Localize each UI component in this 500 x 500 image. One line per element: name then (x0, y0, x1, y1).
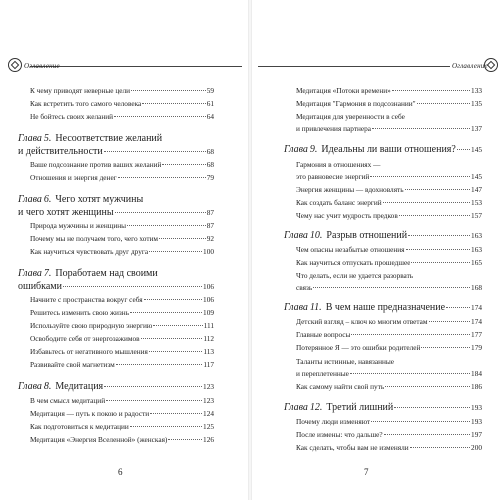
chapter-heading: Глава 6. Чего хотят мужчины (18, 194, 144, 205)
toc-entry: Гармония в отношениях — (296, 160, 381, 169)
toc-entry-cont: и переплетенные 184 (296, 369, 482, 378)
chapter-heading-cont: и действительности 68 (18, 146, 214, 157)
toc-entry-cont: и привлечения партнера 137 (296, 124, 482, 133)
chapter-heading-cont: ошибками 106 (18, 281, 214, 292)
chapter-heading-cont: и чего хотят женщины 87 (18, 207, 214, 218)
chapter-heading: Глава 10. Разрыв отношений 163 (284, 230, 482, 241)
toc-entry: Детский взгляд – ключ ко многим ответам 174 (296, 317, 482, 326)
toc-entry: Решитесь изменить свою жизнь 109 (30, 308, 214, 317)
toc-entry: Как научиться отпускать прошедшее 165 (296, 258, 482, 267)
toc-entry: Чем опасны незабытые отношения 163 (296, 245, 482, 254)
toc-entry: Как подготовиться к медитации 125 (30, 422, 214, 431)
toc-entry: К чему приводят неверные цели 59 (30, 86, 214, 95)
toc-entry: Медитация «Энергия Вселенной» (женская) 126 (30, 435, 214, 444)
toc-entry: Медитация для уверенности в себе (296, 112, 405, 121)
toc-entry: Не бойтесь своих желаний 64 (30, 112, 214, 121)
toc-entry: Медитация «Потоки времени» 133 (296, 86, 482, 95)
toc-entry: Главные вопросы 177 (296, 330, 482, 339)
chapter-heading: Глава 11. В чем наше предназначение 174 (284, 302, 482, 313)
toc-entry: Чему нас учит мудрость предков 157 (296, 211, 482, 220)
toc-entry: Используйте свою природную энергию 111 (30, 321, 214, 330)
toc-entry: Ваше подсознание против ваших желаний 68 (30, 160, 214, 169)
toc-right (250, 0, 500, 500)
header-label: Оглавление (452, 62, 488, 70)
chapter-heading: Глава 12. Третий лишний 193 (284, 402, 482, 413)
toc-entry-cont: это равновесие энергий 145 (296, 172, 482, 181)
toc-entry: Почему люди изменяют 193 (296, 417, 482, 426)
toc-entry: Отношения и энергия денег 79 (30, 173, 214, 182)
toc-entry: Медитация "Гармония в подсознании" 135 (296, 99, 482, 108)
toc-entry: Как сделать, чтобы вам не изменяли 200 (296, 443, 482, 452)
page-number: 6 (118, 467, 123, 477)
chapter-heading: Глава 5. Несоответствие желаний (18, 133, 163, 144)
page-number: 7 (364, 467, 369, 477)
toc-entry: Природа мужчины и женщины 87 (30, 221, 214, 230)
toc-entry: В чем смысл медитаций 123 (30, 396, 214, 405)
toc-entry: Как самому найти свой путь 186 (296, 382, 482, 391)
toc-entry: Энергия женщины — вдохновлять 147 (296, 185, 482, 194)
toc-entry: Медитация — путь к покою и радости 124 (30, 409, 214, 418)
toc-entry: Как научиться чувствовать друг друга 100 (30, 247, 214, 256)
toc-entry: Как встретить того самого человека 61 (30, 99, 214, 108)
toc-entry: Что делать, если не удается разорвать (296, 271, 414, 280)
toc-entry: Почему мы не получаем того, чего хотим 92 (30, 234, 214, 243)
toc-entry: Потерянное Я — это ошибки родителей 179 (296, 343, 482, 352)
toc-entry: Начните с пространства вокруг себя 106 (30, 295, 214, 304)
chapter-heading: Глава 7. Поработаем над своими (18, 268, 158, 279)
toc-entry: После измены: что дальше? 197 (296, 430, 482, 439)
toc-entry: Освободите себя от энергозажимов 112 (30, 334, 214, 343)
toc-entry: Развивайте свой магнетизм 117 (30, 360, 214, 369)
chapter-heading: Глава 8. Медитация 123 (18, 381, 214, 392)
right-page (250, 0, 500, 500)
chapter-heading: Глава 9. Идеальны ли ваши отношения? 145 (284, 144, 482, 155)
toc-entry: Как создать баланс энергий 153 (296, 198, 482, 207)
header-label: Оглавление (24, 62, 60, 70)
toc-entry-cont: связь 168 (296, 283, 482, 292)
toc-entry: Избавьтесь от негативного мышления 113 (30, 347, 214, 356)
toc-entry: Таланты истинные, навязанные (296, 357, 395, 366)
